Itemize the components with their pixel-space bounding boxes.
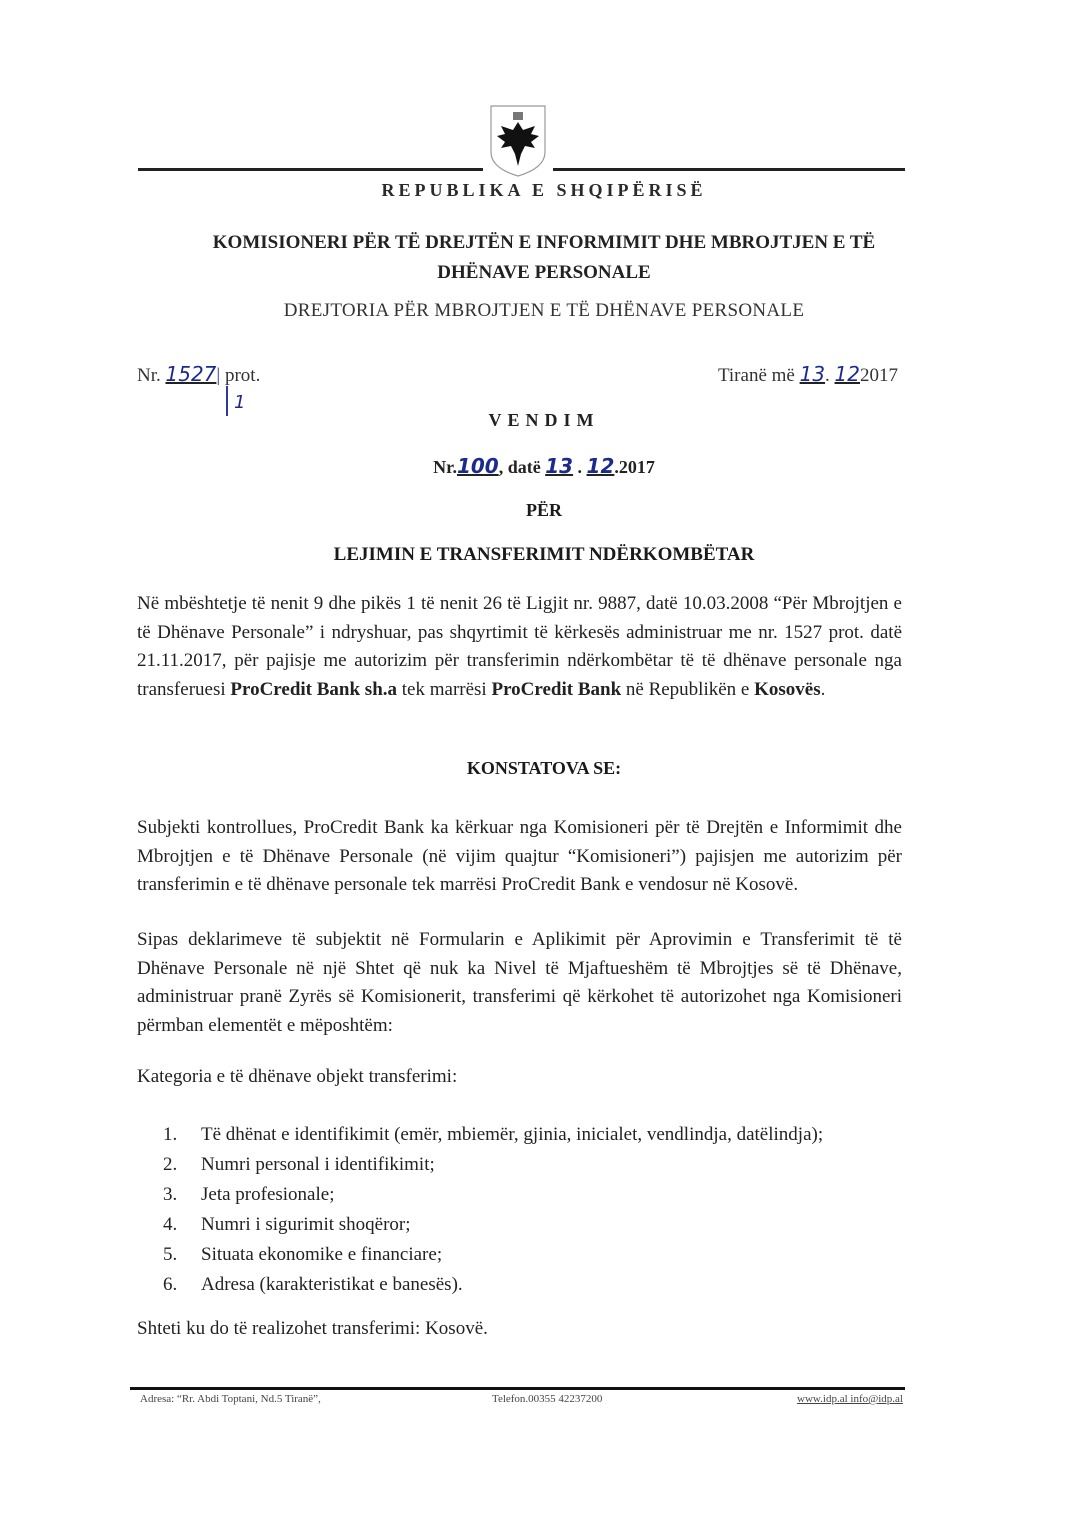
list-item: [163, 1180, 913, 1210]
list-number: 2.: [163, 1154, 178, 1175]
list-text: Numri personal i identifikimit;: [201, 1154, 435, 1175]
footer-rule: [130, 1387, 905, 1390]
list-number: 5.: [163, 1244, 178, 1265]
list-item: [163, 1270, 913, 1300]
protocol-number: 1527: [165, 362, 217, 386]
header-rule-right: [553, 168, 905, 171]
protocol-reference: Nr. 1527| prot.: [137, 362, 261, 386]
commission-line-2: DHËNAVE PERSONALE: [437, 262, 651, 283]
decision-nr-label: Nr.: [433, 457, 457, 477]
list-item: [163, 1210, 913, 1240]
list-text: Të dhënat e identifikimit (emër, mbiemër, gjinia, inicialet, vendlindja, datëlindja);: [201, 1124, 824, 1145]
list-number: 1.: [163, 1124, 178, 1145]
commission-name: [0, 228, 1088, 288]
decision-year: .2017: [614, 457, 655, 477]
decision-title: VENDIM: [488, 410, 600, 430]
country-name: REPUBLIKA E SHQIPËRISË: [381, 180, 707, 200]
date-month: 12: [834, 362, 860, 386]
data-category-list: [163, 1120, 913, 1300]
date-year: 2017: [860, 365, 898, 386]
footer-web-text[interactable]: www.idp.al info@idp.al: [797, 1393, 903, 1405]
intro-text-2: tek marrësi: [397, 678, 492, 700]
nr-label: Nr.: [137, 365, 161, 386]
footer-website-link[interactable]: [797, 1393, 903, 1405]
place-date: Tiranë më 13. 122017: [717, 362, 898, 386]
footer-address: Adresa: “Rr. Abdi Toptani, Nd.5 Tiranë”,: [140, 1393, 321, 1405]
list-text: Adresa (karakteristikat e banesës).: [201, 1274, 463, 1295]
destination-country: Shteti ku do të realizohet transferimi: Kosovë.: [137, 1318, 488, 1339]
for-label: PËR: [526, 500, 562, 520]
prot-label: prot.: [224, 365, 261, 386]
transferor-name: ProCredit Bank sh.a: [230, 678, 398, 700]
intro-text-1: Në mbështetje të nenit 9 dhe pikës 1 të nenit 26 të Ligjit nr. 9887, datë 10.03.2008 “Për Mbrojtjen e të Dhënave Personale” i ndryshuar, pas shqyrtimit të kërkesës administruar me nr. 1527 prot. datë 21.11.2017, për pajisje me autorizim për transferimin ndërkombëtar të të dhënave personale nga transferuesi: [137, 593, 902, 700]
commission-line-1: KOMISIONERI PËR TË DREJTËN E INFORMIMIT DHE MBROJTJEN E TË: [212, 232, 876, 253]
date-day: 13: [799, 362, 826, 386]
directorate-name: DREJTORIA PËR MBROJTJEN E TË DHËNAVE PERSONALE: [283, 300, 805, 321]
list-text: Jeta profesionale;: [201, 1184, 335, 1205]
decision-subject: LEJIMIN E TRANSFERIMIT NDËRKOMBËTAR: [333, 544, 755, 565]
intro-paragraph: [137, 590, 902, 704]
list-item: [163, 1240, 913, 1270]
decision-number: 100: [456, 454, 499, 478]
finding-paragraph-1: Subjekti kontrollues, ProCredit Bank ka kërkuar nga Komisioneri për të Drejtën e Informimit dhe Mbrojtjen e të Dhënave Personale (në vijim quajtur “Komisioneri”) pajisjen me autorizim për transferimin e të dhënave personale tek marrësi ProCredit Bank e vendosur në Kosovë.: [137, 817, 902, 895]
header-rule-left: [138, 168, 483, 171]
decision-number-line: Nr.100, datë 13 . 12.2017: [433, 454, 655, 478]
list-number: 4.: [163, 1214, 178, 1235]
list-item: [163, 1150, 913, 1180]
list-item: [163, 1120, 913, 1150]
recipient-country: Kosovës: [754, 678, 821, 700]
place-label: Tiranë më: [717, 365, 795, 386]
decision-date-label: , datë: [498, 457, 541, 477]
protocol-sub-number: 1: [234, 392, 246, 413]
list-number: 3.: [163, 1184, 178, 1205]
findings-title: KONSTATOVA SE:: [466, 758, 622, 778]
intro-text-4: .: [820, 678, 826, 700]
recipient-name: ProCredit Bank: [491, 678, 622, 700]
decision-month: 12: [586, 454, 615, 478]
list-text: Situata ekonomike e financiare;: [201, 1244, 443, 1265]
footer-phone: Telefon.00355 42237200: [492, 1393, 603, 1405]
category-label: Kategoria e të dhënave objekt transferimi:: [137, 1066, 458, 1087]
finding-paragraph-2: Sipas deklarimeve të subjektit në Formularin e Aplikimit për Aprovimin e Transferimit të të Dhënave Personale në një Shtet që nuk ka Nivel të Mjaftueshëm të Mbrojtjes së të Dhënave, administruar pranë Zyrës së Komisionerit, transferimi që kërkohet të autorizohet nga Komisioneri përmban elementët e mëposhtëm:: [137, 929, 902, 1036]
decision-day: 13: [545, 454, 574, 478]
albanian-eagle-emblem-icon: [483, 100, 553, 178]
list-text: Numri i sigurimit shoqëror;: [201, 1214, 411, 1235]
intro-text-3: në Republikën e: [621, 678, 755, 700]
list-number: 6.: [163, 1274, 178, 1295]
